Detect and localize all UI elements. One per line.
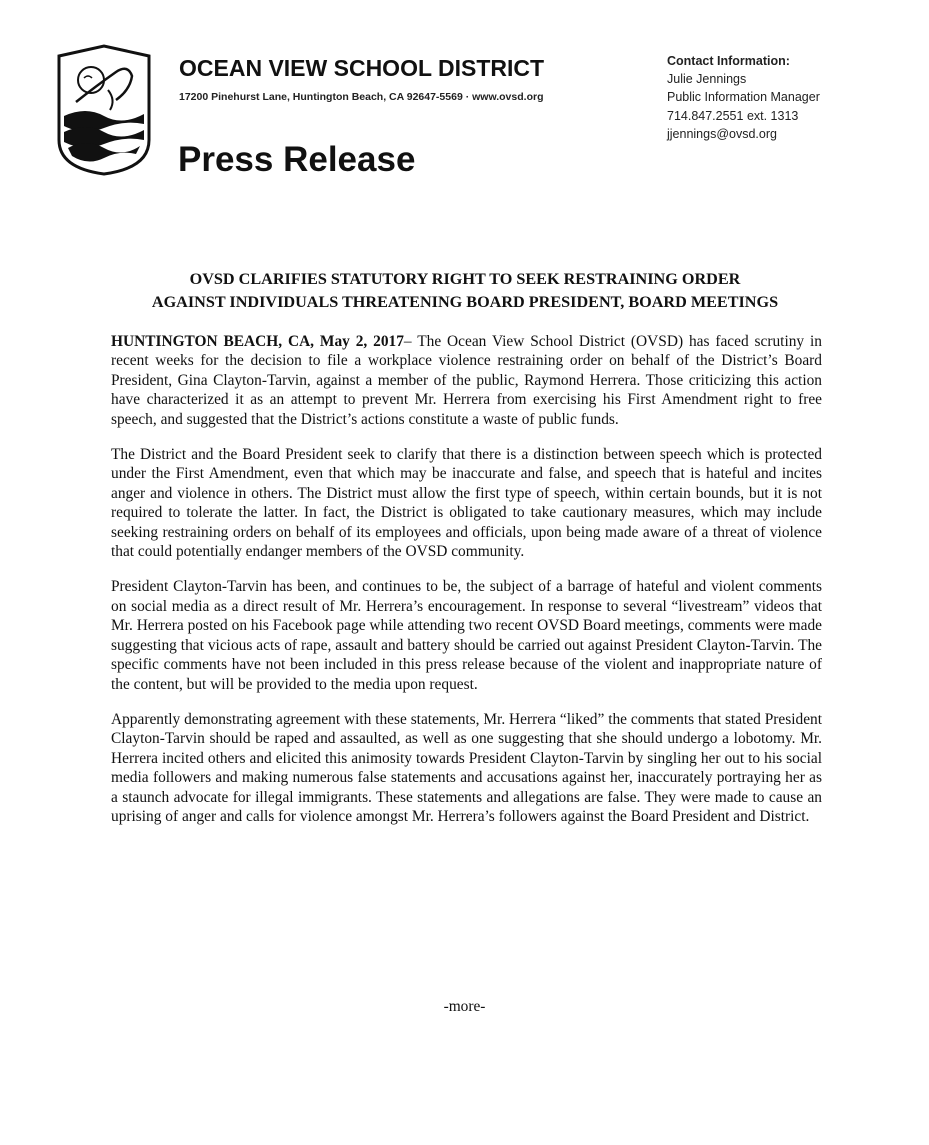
body-paragraph-4: Apparently demonstrating agreement with these statements, Mr. Herrera “liked” the comments that stated President Clayton-Tarvin should be raped and assaulted, as well as one suggesting that she should undergo a lobotomy. Mr. Herrera incited others and elicited this animosity towards President Clayton-Tarvin by singling her out to his social media followers and making numerous false statements and accusations against her, inaccurately portraying her as a staunch advocate for illegal immigrants. These statements and allegations are false. They were made to cause an uprising of anger and calls for violence amongst Mr. Herrera’s followers against the Board President and District.	[111, 710, 822, 825]
release-headline	[100, 268, 830, 314]
contact-email: jjennings@ovsd.org	[667, 126, 777, 141]
district-name: OCEAN VIEW SCHOOL DISTRICT	[179, 55, 545, 81]
body-paragraph-2: The District and the Board President seek to clarify that there is a distinction between speech which is protected under the First Amendment, even that which may be inaccurate and false, and speech that is hateful and incites anger and violence in others. The District must allow the first type of speech, within certain bounds, but it is not required to tolerate the latter. In fact, the District is obligated to take cautionary measures, which may include seeking restraining orders on behalf of its employees and officials, upon being made aware of a threat of violence that could potentially endanger members of the OVSD community.	[111, 446, 822, 561]
contact-title: Public Information Manager	[667, 90, 820, 105]
paragraph-1-text: The Ocean View School District (OVSD) has faced scrutiny in recent weeks for the decision to file a workplace violence restraining order on behalf of the District’s Board President, Gina Clayton-Tarvin, against a member of the public, Raymond Herrera. Those criticizing this action have characterized it as an attempt to prevent Mr. Herrera from exercising his First Amendment right to free speech, and suggested that the District’s actions constitute a waste of public funds.	[111, 333, 822, 428]
contact-heading: Contact Information:	[667, 54, 790, 68]
contact-block	[667, 52, 820, 143]
district-address: 17200 Pinehurst Lane, Huntington Beach, CA 92647-5569 · www.ovsd.org	[179, 91, 544, 103]
district-logo	[56, 44, 152, 176]
headline-line-2: AGAINST INDIVIDUALS THREATENING BOARD PRESIDENT, BOARD MEETINGS	[151, 293, 779, 311]
body-paragraph-3: President Clayton-Tarvin has been, and continues to be, the subject of a barrage of hateful and violent comments on social media as a direct result of Mr. Herrera’s encouragement. In response to several “livestream” videos that Mr. Herrera posted on his Facebook page while attending two recent OVSD Board meetings, comments were made suggesting that vicious acts of rape, assault and battery should be carried out against President Clayton-Tarvin. The specific comments have not been included in this press release because of the violent and inappropriate nature of the content, but will be provided to the media upon request.	[111, 578, 822, 693]
ocean-view-wave-logo-icon	[56, 44, 152, 176]
body-paragraph-1	[111, 332, 822, 429]
continued-marker: -more-	[443, 998, 486, 1015]
contact-phone: 714.847.2551 ext. 1313	[667, 108, 799, 123]
contact-name: Julie Jennings	[667, 72, 747, 87]
release-body	[111, 332, 822, 842]
dateline: HUNTINGTON BEACH, CA, May 2, 2017	[111, 333, 404, 350]
headline-line-1: OVSD CLARIFIES STATUTORY RIGHT TO SEEK RESTRAINING ORDER	[189, 270, 741, 288]
dateline-separator: –	[403, 333, 412, 350]
document-title: Press Release	[178, 140, 416, 179]
